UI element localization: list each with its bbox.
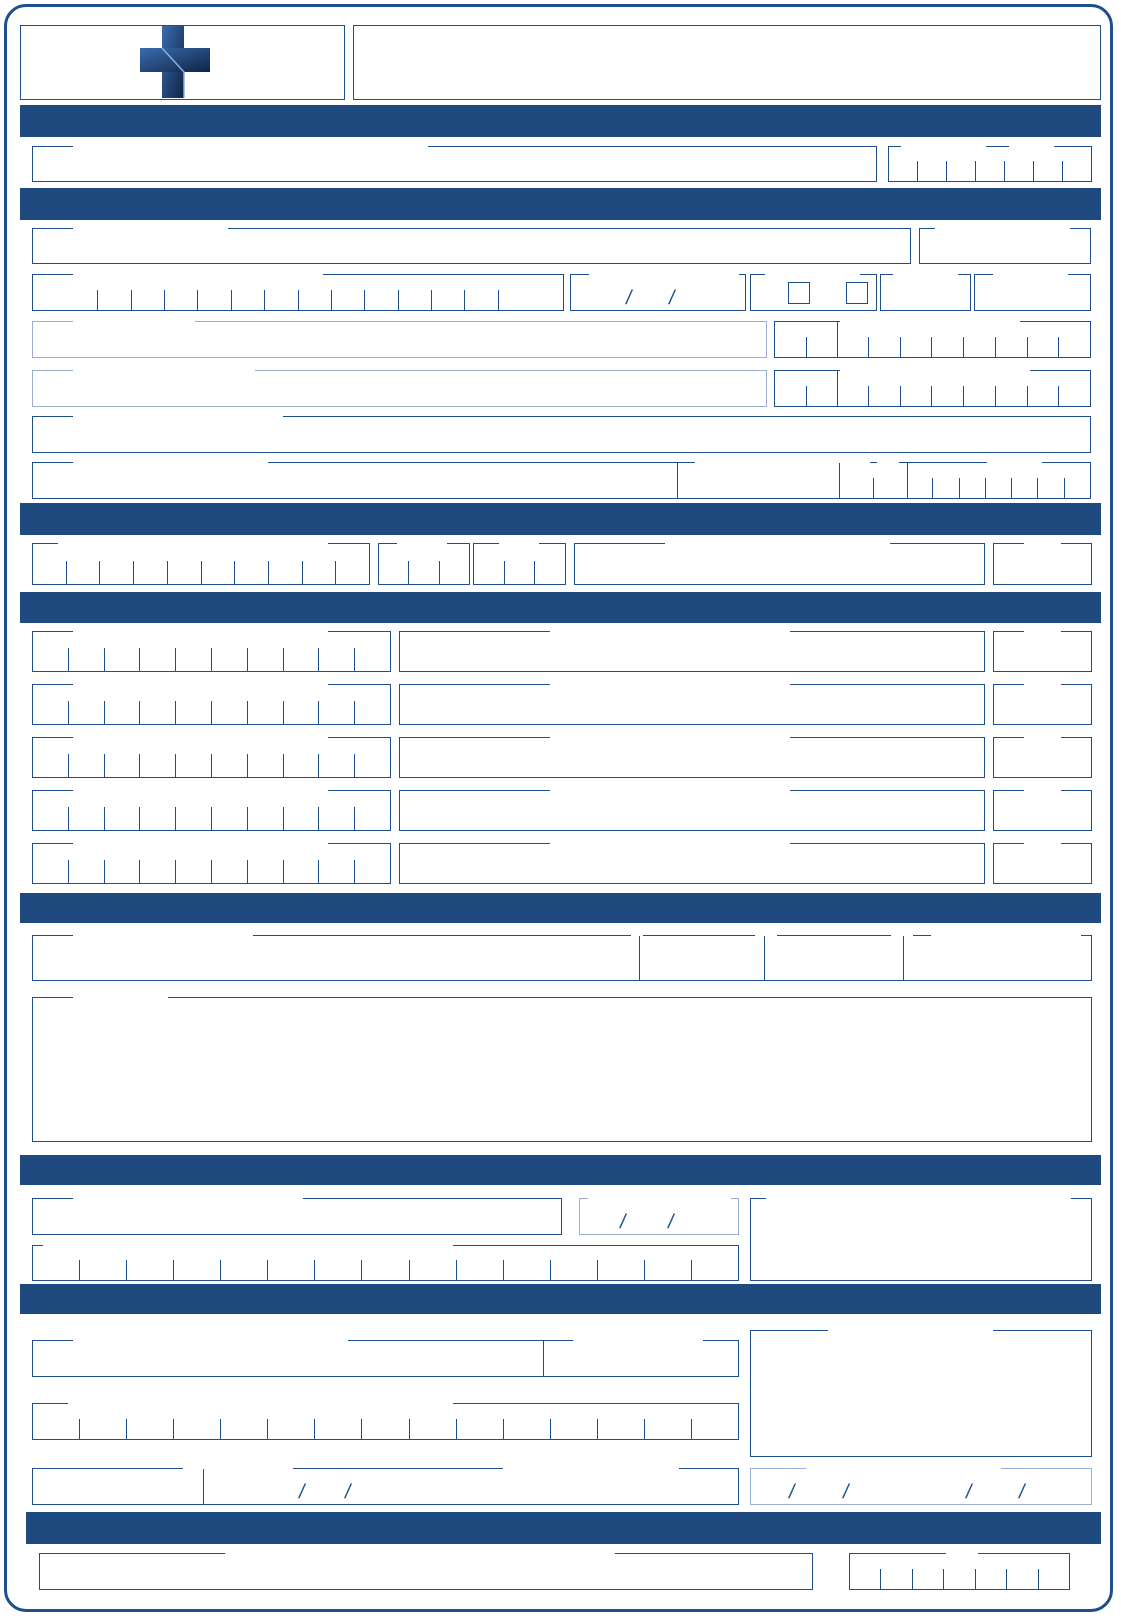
text-field[interactable] — [574, 543, 985, 585]
id-number-field[interactable] — [32, 274, 564, 311]
checkbox[interactable] — [788, 282, 810, 304]
section-header — [20, 188, 1101, 220]
signature-box[interactable] — [750, 1198, 1092, 1281]
number-field[interactable] — [32, 543, 370, 585]
text-field[interactable] — [993, 684, 1092, 725]
section-header — [20, 503, 1101, 535]
code-field[interactable] — [378, 543, 470, 585]
notes-textarea[interactable] — [32, 997, 1092, 1142]
form-title-panel — [353, 25, 1101, 100]
text-field[interactable] — [974, 274, 1091, 311]
text-field[interactable] — [993, 631, 1092, 672]
text-field[interactable] — [880, 274, 971, 311]
section-title — [20, 1291, 30, 1306]
medical-cross-logo-icon — [140, 26, 210, 98]
date-field[interactable]: / / — [32, 1468, 739, 1505]
section-title — [20, 112, 30, 127]
description-field[interactable] — [399, 790, 985, 831]
name-field[interactable] — [32, 1198, 562, 1235]
description-field[interactable] — [399, 631, 985, 672]
section-header — [26, 1512, 1101, 1544]
address-field[interactable] — [32, 370, 767, 407]
date-range-field[interactable]: / / / / — [750, 1468, 1092, 1505]
section-title — [20, 900, 30, 915]
text-field[interactable] — [993, 790, 1092, 831]
text-field[interactable] — [39, 1553, 813, 1590]
name-field[interactable] — [32, 1340, 739, 1377]
code-field[interactable] — [32, 631, 391, 672]
section-header — [20, 1155, 1101, 1185]
date-field[interactable]: / / — [579, 1198, 739, 1235]
code-field[interactable] — [32, 684, 391, 725]
city-field[interactable] — [32, 462, 1091, 499]
text-field[interactable] — [919, 228, 1091, 264]
phone-field[interactable] — [774, 321, 1091, 358]
text-field[interactable] — [993, 543, 1092, 585]
code-field[interactable] — [849, 1553, 1070, 1590]
description-field[interactable] — [399, 684, 985, 725]
code-field[interactable] — [32, 790, 391, 831]
section-header — [20, 893, 1101, 923]
description-field[interactable] — [399, 737, 985, 778]
text-field[interactable] — [32, 416, 1091, 453]
code-field[interactable] — [32, 843, 391, 884]
section-header — [20, 592, 1101, 623]
section-title — [20, 599, 30, 614]
code-field[interactable] — [888, 146, 1092, 182]
description-field[interactable] — [399, 843, 985, 884]
code-field[interactable] — [473, 543, 566, 585]
phone-field[interactable] — [774, 370, 1091, 407]
section-title — [26, 1519, 36, 1534]
date-field[interactable]: / / — [570, 274, 746, 311]
code-field[interactable] — [32, 737, 391, 778]
text-field[interactable] — [32, 935, 1092, 981]
section-title — [20, 1162, 30, 1177]
signature-box[interactable] — [750, 1330, 1092, 1457]
section-title — [20, 195, 30, 210]
email-field[interactable] — [32, 321, 767, 358]
section-header — [20, 105, 1101, 137]
section-header — [20, 1284, 1101, 1314]
id-number-field[interactable] — [32, 1403, 739, 1440]
checkbox[interactable] — [846, 282, 868, 304]
text-field[interactable] — [32, 146, 877, 182]
gender-field[interactable] — [750, 274, 877, 311]
name-field[interactable] — [32, 228, 911, 264]
text-field[interactable] — [993, 843, 1092, 884]
section-title — [20, 510, 30, 525]
id-number-field[interactable] — [32, 1245, 739, 1281]
text-field[interactable] — [993, 737, 1092, 778]
